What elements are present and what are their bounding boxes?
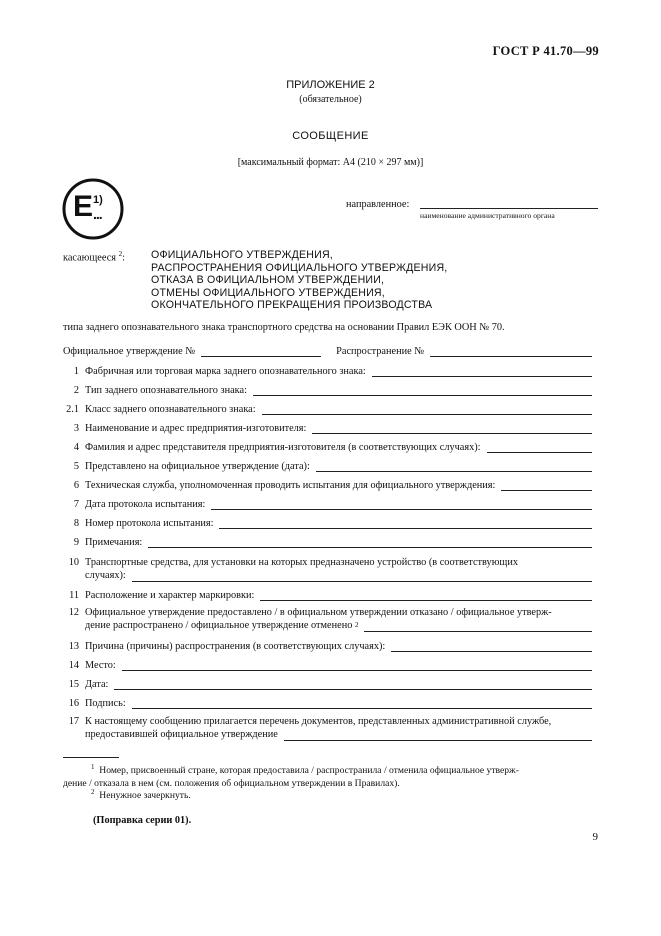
type-line: типа заднего опознавательного знака транспортного средства на основании Правил ЕЭК ООН № 70. xyxy=(63,322,505,333)
item-11-field xyxy=(260,590,592,601)
item-10-field xyxy=(132,571,592,582)
item-5-field xyxy=(316,461,592,472)
item-12-field xyxy=(364,621,592,632)
approval-number-label: Официальное утверждение № xyxy=(63,346,196,357)
emblem-dots: ... xyxy=(93,206,102,222)
item-15: 15 Дата: xyxy=(63,679,592,690)
item-17: 17 К настоящему сообщению прилагается перечень документов, представленных административной службе, предоставившей официальное утверждение xyxy=(63,715,592,741)
approval-number-row xyxy=(63,346,592,357)
item-3-field xyxy=(312,423,592,434)
addressed-caption: наименование административного органа xyxy=(420,211,555,220)
concerning-item: ОФИЦИАЛЬНОГО УТВЕРЖДЕНИЯ, xyxy=(151,249,333,261)
approval-mark-emblem xyxy=(62,178,124,240)
standard-code: ГОСТ Р 41.70—99 xyxy=(492,44,599,58)
concerning-item: ОТКАЗА В ОФИЦИАЛЬНОМ УТВЕРЖДЕНИИ, xyxy=(151,274,385,286)
item-2-field xyxy=(253,385,592,396)
item-2-1: 2.1 Класс заднего опознавательного знака: xyxy=(63,404,592,415)
concerning-item: РАСПРОСТРАНЕНИЯ ОФИЦИАЛЬНОГО УТВЕРЖДЕНИЯ, xyxy=(151,261,448,274)
item-16-field xyxy=(132,698,592,709)
item-7: 7 Дата протокола испытания: xyxy=(63,499,592,510)
item-12: 12 Официальное утверждение предоставлено / в официальном утверждении отказано / официальное утверж- дение распространено / официальное утверждение отменено 2 xyxy=(63,606,592,632)
item-8-field xyxy=(219,518,592,529)
item-14: 14 Место: xyxy=(63,660,592,671)
item-6: 6 Техническая служба, уполномоченная проводить испытания для официального утверждения: xyxy=(63,480,592,491)
extension-number-field xyxy=(430,346,592,357)
item-5: 5 Представлено на официальное утверждение (дата): xyxy=(63,461,592,472)
item-1: 1 Фабричная или торговая марка заднего опознавательного знака: xyxy=(63,366,592,377)
item-8: 8 Номер протокола испытания: xyxy=(63,518,592,529)
item-7-field xyxy=(211,499,592,510)
item-14-field xyxy=(122,660,592,671)
concerning-item: ОТМЕНЫ ОФИЦИАЛЬНОГО УТВЕРЖДЕНИЯ, xyxy=(151,286,385,299)
concerning-item: ОКОНЧАТЕЛЬНОГО ПРЕКРАЩЕНИЯ ПРОИЗВОДСТВА xyxy=(151,299,433,311)
item-13-field xyxy=(391,641,592,652)
annex-note: (обязательное) xyxy=(299,94,362,105)
addressed-label: направленное: xyxy=(346,199,410,210)
item-6-field xyxy=(501,480,592,491)
document-title: СООБЩЕНИЕ xyxy=(292,130,369,142)
footnote-1: $^1$ Номер, присвоенный стране, которая предоставила / распространила / отменила официальное утверж- дение / отказала в нем (см. положения об официальном утверждении в Правилах). xyxy=(63,763,519,789)
item-2-1-field xyxy=(262,404,592,415)
item-9-field xyxy=(148,537,592,548)
item-13: 13 Причина (причины) распространения (в соответствующих случаях): xyxy=(63,641,592,652)
item-15-field xyxy=(114,679,592,690)
amendment-note: (Поправка серии 01). xyxy=(93,815,192,826)
item-10: 10 Транспортные средства, для установки на которых предназначено устройство (в соответствующих случаях): xyxy=(63,556,592,582)
emblem-letter: E xyxy=(73,190,94,223)
format-note: [максимальный формат: А4 (210 × 297 мм)] xyxy=(237,157,424,168)
page-number: 9 xyxy=(592,831,598,843)
emblem-superscript: 1) xyxy=(93,194,103,206)
approval-number-field xyxy=(201,347,321,357)
item-3: 3 Наименование и адрес предприятия-изготовителя: xyxy=(63,423,592,434)
footnote-2: $^2$ Ненужное зачеркнуть. xyxy=(91,788,191,802)
item-11: 11 Расположение и характер маркировки: xyxy=(63,590,592,601)
footnote-rule xyxy=(63,757,119,758)
item-4: 4 Фамилия и адрес представителя предприятия-изготовителя (в соответствующих случаях): xyxy=(63,442,592,453)
concerning-list xyxy=(151,249,447,312)
extension-number-label: Распространение № xyxy=(336,346,425,357)
concerning-label: касающееся $^2$: xyxy=(63,250,125,264)
item-17-field xyxy=(284,730,592,741)
addressed-field xyxy=(420,208,598,209)
item-9: 9 Примечания: xyxy=(63,537,592,548)
item-2: 2 Тип заднего опознавательного знака: xyxy=(63,385,592,396)
annex-title: ПРИЛОЖЕНИЕ 2 xyxy=(286,79,375,91)
item-16: 16 Подпись: xyxy=(63,698,592,709)
item-1-field xyxy=(372,366,592,377)
item-4-field xyxy=(487,442,592,453)
